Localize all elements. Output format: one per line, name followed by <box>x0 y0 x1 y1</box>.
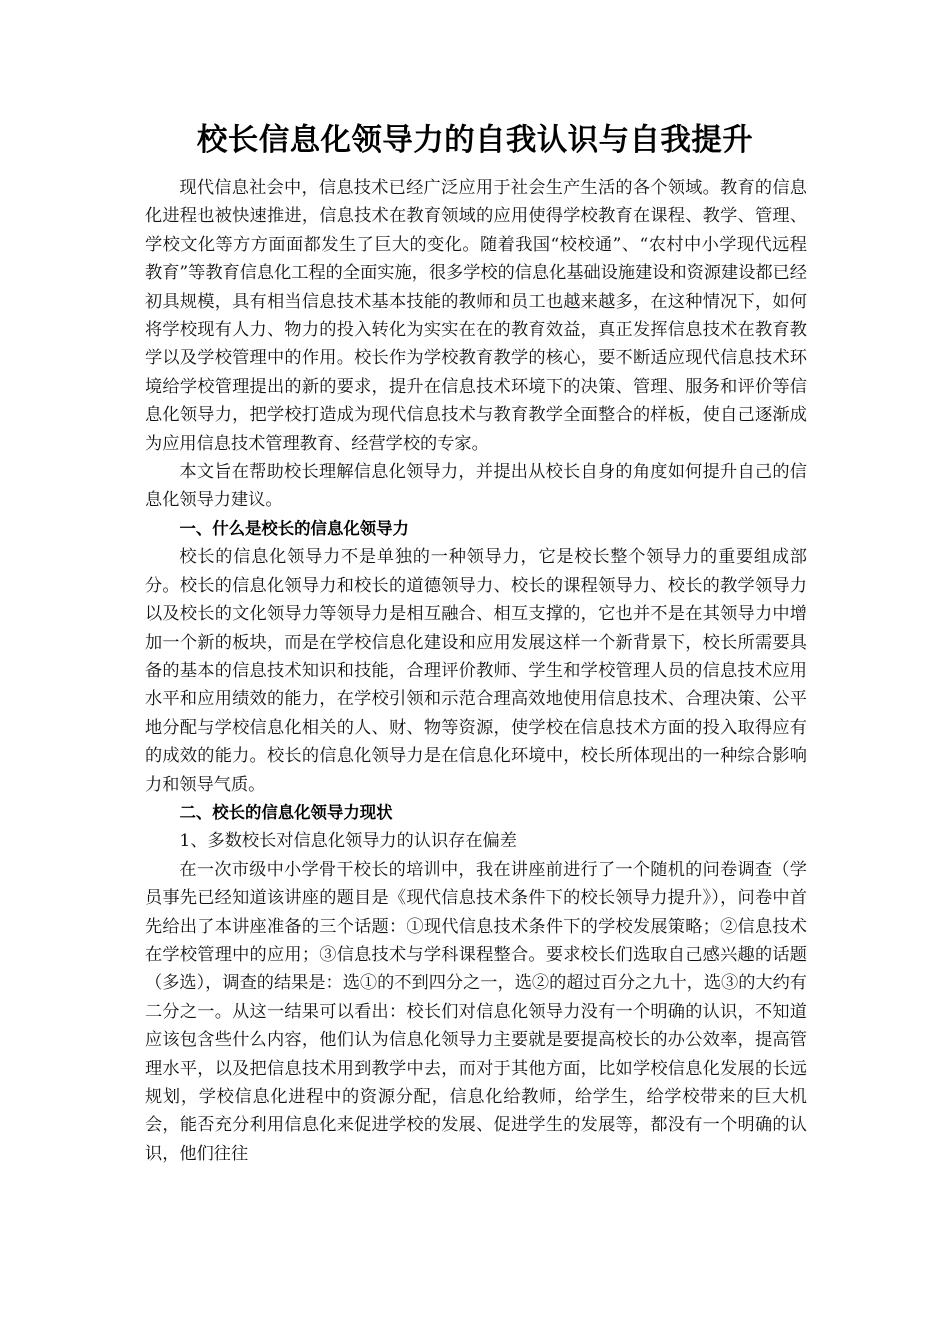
section-2-heading: 二、校长的信息化领导力现状 <box>179 802 393 822</box>
section-1-paragraph: 校长的信息化领导力不是单独的一种领导力，它是校长整个领导力的重要组成部分。校长的信息化领导力和校长的道德领导力、校长的课程领导力、校长的教学领导力以及校长的文化领导力等领导力是相互融合、相互支撑的，它也并不是在其领导力中增加一个新的板块，而是在学校信息化建设和应用发展这样一个新背景下，校长所需要具备的基本的信息技术知识和技能，合理评价教师、学生和学校管理人员的信息技术应用水平和应用绩效的能力，在学校引领和示范合理高效地使用信息技术、合理决策、公平地分配与学校信息化相关的人、财、物等资源，使学校在信息技术方面的投入取得应有的成效的能力。校长的信息化领导力是在信息化环境中，校长所体现出的一种综合影响力和领导气质。 <box>145 547 807 795</box>
section-1-heading: 一、什么是校长的信息化领导力 <box>179 518 409 538</box>
intro-paragraph: 现代信息社会中，信息技术已经广泛应用于社会生产生活的各个领域。教育的信息化进程也被快速推进，信息技术在教育领域的应用使得学校教育在课程、教学、管理、学校文化等方方面面都发生了巨大的变化。随着我国“校校通”、“农村中小学现代远程教育”等教育信息化工程的全面实施，很多学校的信息化基础设施建设和资源建设都已经初具规模，具有相当信息技术基本技能的教师和员工也越来越多，在这种情况下，如何将学校现有人力、物力的投入转化为实实在在的教育效益，真正发挥信息技术在教育教学以及学校管理中的作用。校长作为学校教育教学的核心，要不断适应现代信息技术环境给学校管理提出的新的要求，提升在信息技术环境下的决策、管理、服务和评价等信息化领导力，把学校打造成为现代信息技术与教育教学全面整合的样板，使自己逐渐成为应用信息技术管理教育、经营学校的专家。 <box>145 178 807 454</box>
section-2 <box>145 799 807 1168</box>
section-2-paragraph: 在一次市级中小学骨干校长的培训中，我在讲座前进行了一个随机的问卷调查（学员事先已经知道该讲座的题目是《现代信息技术条件下的校长领导力提升》），问卷中首先给出了本讲座准备的三个话题：①现代信息技术条件下的学校发展策略；②信息技术在学校管理中的应用；③信息技术与学科课程整合。要求校长们选取自己感兴趣的话题（多选），调查的结果是：选①的不到四分之一，选②的超过百分之九十，选③的大约有二分之一。从这一结果可以看出：校长们对信息化领导力没有一个明确的认识，不知道应该包含些什么内容，他们认为信息化领导力主要就是要提高校长的办公效率，提高管理水平，以及把信息技术用到教学中去，而对于其他方面，比如学校信息化发展的长远规划，学校信息化进程中的资源分配，信息化给教师，给学生，给学校带来的巨大机会，能否充分利用信息化来促进学校的发展、促进学生的发展等，都没有一个明确的认识，他们往往 <box>145 859 807 1164</box>
document-page <box>145 118 807 1168</box>
section-2-subheading: 1、多数校长对信息化领导力的认识存在偏差 <box>179 831 517 852</box>
document-title: 校长信息化领导力的自我认识与自我提升 <box>196 123 754 158</box>
section-1 <box>145 515 807 799</box>
purpose-paragraph: 本文旨在帮助校长理解信息化领导力，并提出从校长自身的角度如何提升自己的信息化领导力建议。 <box>145 462 807 511</box>
